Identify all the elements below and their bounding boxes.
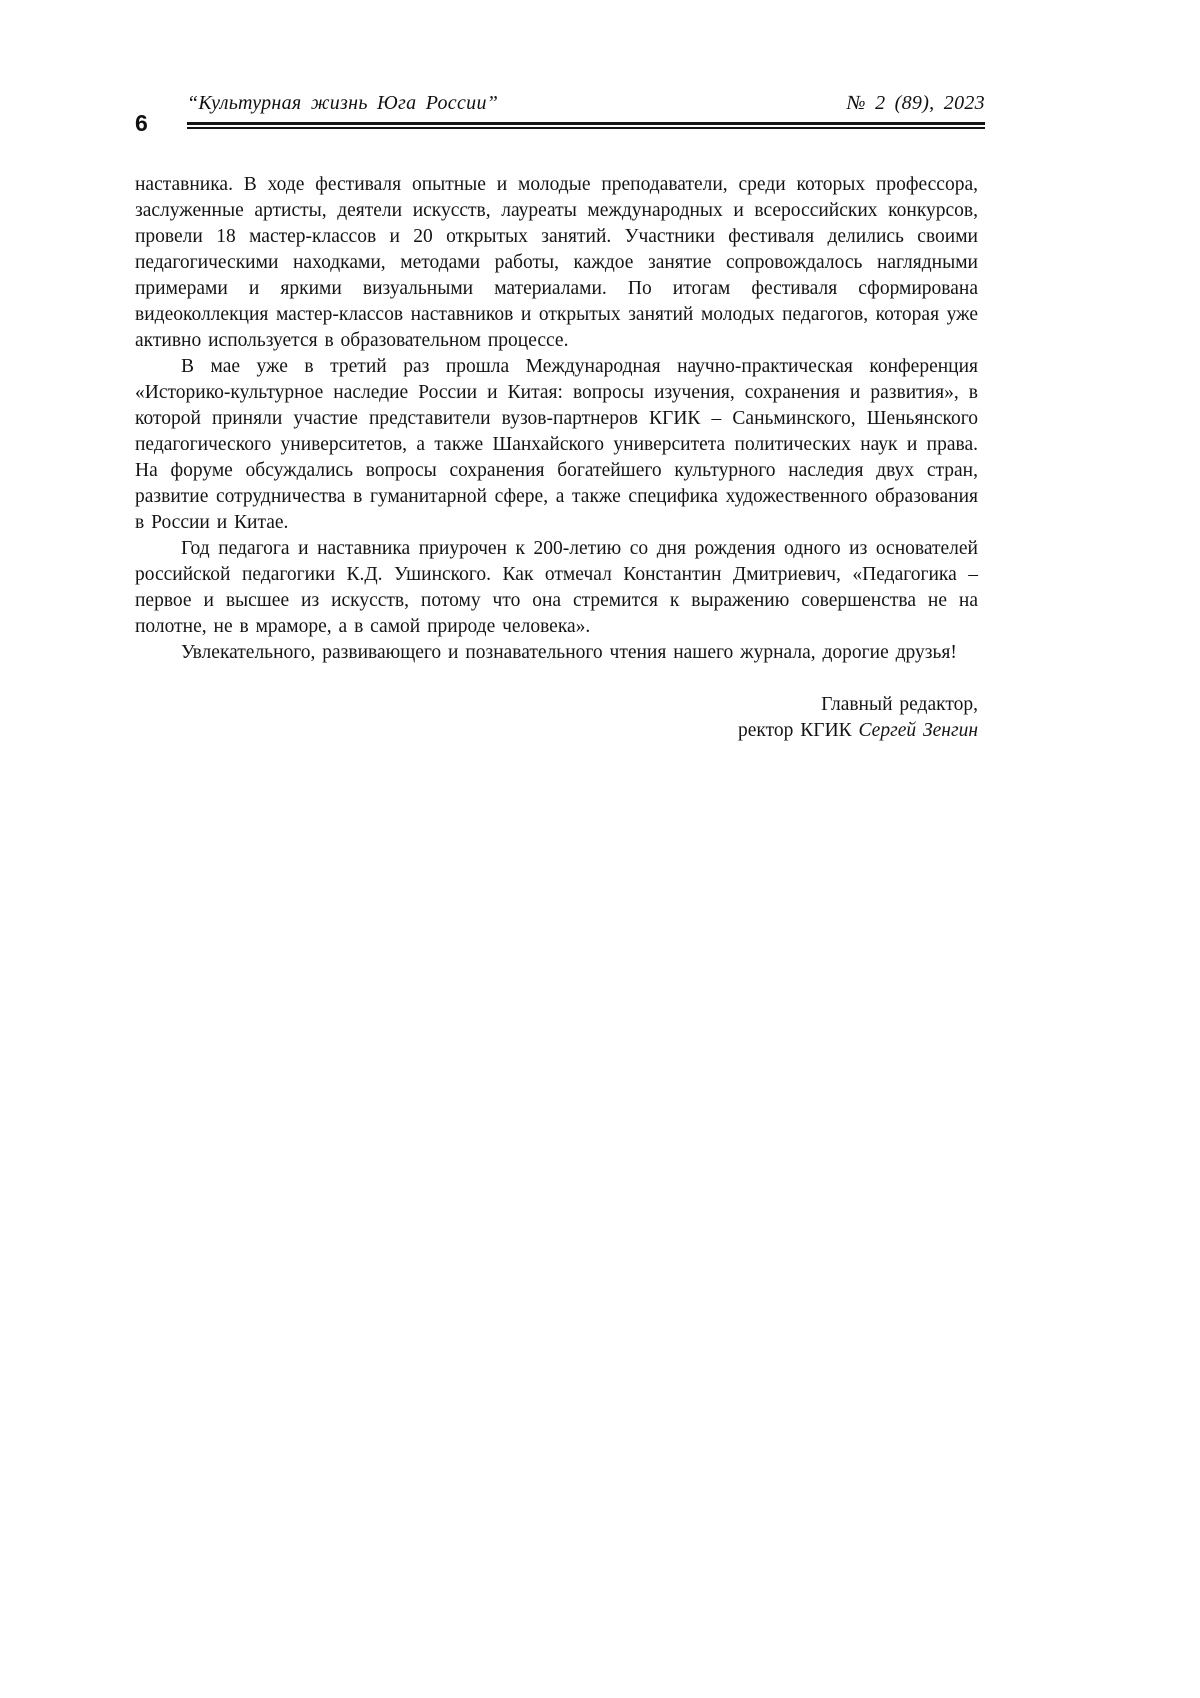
page-header (135, 92, 985, 136)
running-head (187, 92, 985, 115)
signature-position: ректор КГИК (738, 720, 859, 741)
issue-info: № 2 (89), 2023 (846, 92, 985, 114)
paragraph-4: Увлекательного, развивающего и познавательного чтения нашего журнала, дорогие друзья! (181, 642, 957, 663)
article-body (135, 172, 978, 744)
paragraph-3: Год педагога и наставника приурочен к 200-летию со дня рождения одного из основателей российской педагогики К.Д. Ушинского. Как отмечал Константин Дмитриевич, «Педагогика – первое и высшее из искусств, потому что она стремится к выражению совершенства не на полотне, не в мраморе, а в самой природе человека». (135, 538, 978, 637)
paragraph-2: В мае уже в третий раз прошла Международная научно-практическая конференция «Историко-культурное наследие России и Китая: вопросы изучения, сохранения и развития», в которой приняли участие представители вузов-партнеров КГИК – Саньминского, Шеньянского педагогического университетов, а также Шанхайского университета политических наук и права. На форуме обсуждались вопросы сохранения богатейшего культурного наследия двух стран, развитие сотрудничества в гуманитарной сфере, а также специфика художественного образования в России и Китае. (135, 356, 978, 533)
signature-name-line (135, 718, 978, 744)
journal-title: “Культурная жизнь Юга России” (187, 92, 499, 114)
header-rule (187, 122, 985, 129)
page-number: 6 (135, 110, 148, 136)
signature-block (135, 692, 978, 744)
paragraph-1: наставника. В ходе фестиваля опытные и молодые преподаватели, среди которых профессора, заслуженные артисты, деятели искусств, лауреаты международных и всероссийских конкурсов, провели 18 мастер-классов и 20 открытых занятий. Участники фестиваля делились своими педагогическими находками, методами работы, каждое занятие сопровождалось наглядными примерами и яркими визуальными материалами. По итогам фестиваля сформирована видеоколлекция мастер-классов наставников и открытых занятий молодых педагогов, которая уже активно используется в образовательном процессе. (135, 174, 978, 351)
signature-author-name: Сергей Зенгин (858, 720, 978, 741)
signature-role: Главный редактор, (821, 694, 978, 715)
